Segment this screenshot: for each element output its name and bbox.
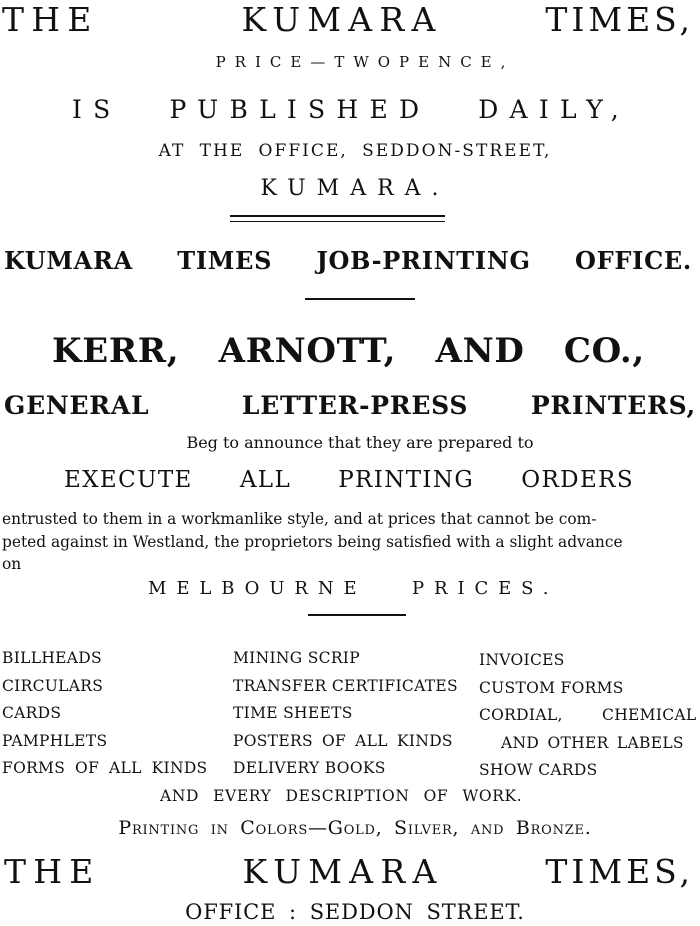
town-line: KUMARA.: [260, 176, 450, 201]
job-word-office: OFFICE.: [574, 246, 692, 275]
double-rule-top: [230, 215, 445, 217]
service-item: AND OTHER LABELS: [501, 733, 684, 752]
firm-word-co: CO.,: [563, 331, 645, 371]
published-word-published: PUBLISHED: [169, 95, 431, 124]
published-word-is: IS: [72, 95, 122, 124]
execute-orders-line: [0, 469, 700, 492]
firm-name: [0, 331, 700, 371]
service-item: CUSTOM FORMS: [479, 678, 624, 697]
service-item: CARDS: [2, 704, 62, 723]
trade-word-letter-press: LETTER-PRESS: [241, 391, 469, 420]
service-item: CIRCULARS: [2, 676, 104, 695]
service-item: DELIVERY BOOKS: [233, 759, 386, 778]
footer-word-times: TIMES,: [545, 852, 694, 891]
service-item: CORDIAL, CHEMICAL: [479, 706, 697, 725]
firm-word-and: AND: [435, 331, 525, 371]
footer-word-kumara: KUMARA: [242, 852, 444, 891]
service-item: POSTERS OF ALL KINDS: [233, 731, 453, 750]
execute-word-printing: PRINTING: [338, 467, 475, 493]
footer-office-line: OFFICE : SEDDON STREET.: [185, 900, 525, 924]
service-item: TIME SHEETS: [233, 704, 353, 723]
short-rule-2: [308, 614, 406, 616]
short-rule-1: [305, 298, 415, 300]
published-daily-line: [0, 97, 700, 122]
footer-word-the: THE: [4, 852, 101, 891]
colors-line: Printing in Colors—Gold, Silver, and Bronze.: [118, 817, 592, 839]
masthead-word-times: TIMES,: [545, 0, 694, 39]
footer-title: [0, 852, 700, 891]
services-middle-column: [233, 645, 458, 783]
service-item: INVOICES: [479, 651, 565, 669]
price-line: PRICE—TWOPENCE,: [215, 53, 515, 71]
published-word-daily: DAILY,: [478, 95, 630, 124]
trade-word-printers: PRINTERS,: [530, 391, 696, 420]
service-item: TRANSFER CERTIFICATES: [233, 676, 458, 695]
firm-trade-line: [0, 393, 700, 418]
service-item: FORMS OF ALL KINDS: [2, 759, 208, 778]
services-right-column: [479, 647, 698, 785]
services-closing-line: AND EVERY DESCRIPTION OF WORK.: [160, 787, 523, 805]
services-left-column: [2, 645, 208, 783]
prices-word: PRICES.: [412, 578, 559, 599]
announce-line: Beg to announce that they are prepared to: [186, 433, 534, 452]
job-printing-office-heading: [0, 246, 700, 275]
firm-word-arnott: ARNOTT,: [218, 331, 397, 371]
service-item: BILLHEADS: [2, 649, 102, 667]
body-text-line-1: entrusted to them in a workmanlike style, and at prices that cannot be com-: [2, 510, 597, 528]
body-text-line-2: peted against in Westland, the proprietors being satisfied with a slight advance: [2, 533, 623, 551]
masthead-title: [0, 0, 700, 39]
execute-word-all: ALL: [239, 467, 292, 493]
melbourne-word: MELBOURNE: [148, 578, 367, 599]
masthead-word-the: THE: [2, 0, 99, 39]
job-word-times: TIMES: [177, 246, 273, 275]
job-word-job-printing: JOB-PRINTING: [316, 246, 531, 275]
body-text-line-3: on: [2, 555, 22, 573]
masthead-word-kumara: KUMARA: [241, 0, 443, 39]
job-word-kumara: KUMARA: [4, 246, 134, 275]
firm-word-kerr: KERR,: [52, 331, 180, 371]
office-address-line: AT THE OFFICE, SEDDON-STREET,: [158, 141, 552, 161]
double-rule-bottom: [230, 221, 445, 222]
execute-word-execute: EXECUTE: [64, 467, 193, 493]
service-item: MINING SCRIP: [233, 649, 360, 667]
trade-word-general: GENERAL: [4, 391, 150, 420]
service-item: SHOW CARDS: [479, 761, 598, 780]
service-item: PAMPHLETS: [2, 731, 108, 750]
execute-word-orders: ORDERS: [521, 467, 634, 493]
